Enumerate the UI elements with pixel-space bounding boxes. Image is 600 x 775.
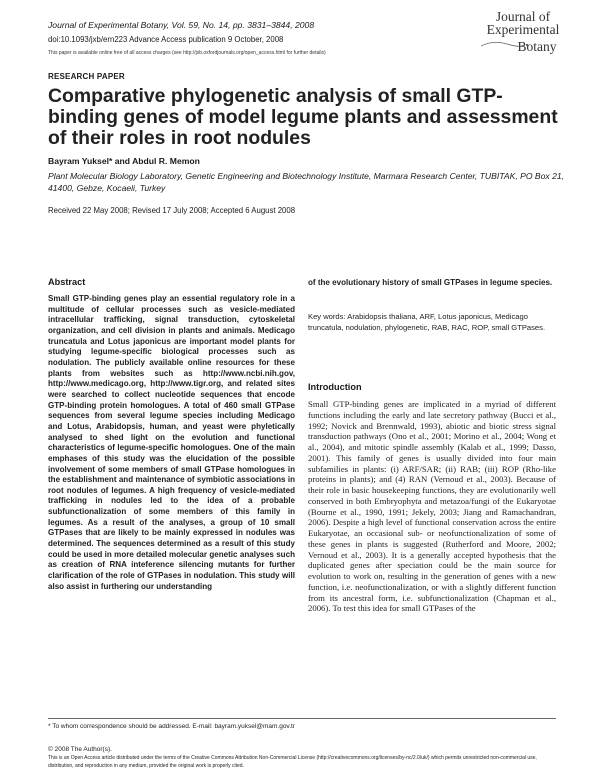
author-list: Bayram Yuksel* and Abdul R. Memon	[48, 156, 200, 166]
doi-line: doi:10.1093/jxb/ern223 Advance Access publication 9 October, 2008	[48, 35, 284, 44]
open-access-note: This paper is available online free of all access charges (see http://jxb.oxfordjournals.org/open_access.html for further details)	[48, 50, 326, 56]
introduction-heading: Introduction	[308, 382, 362, 392]
article-dates: Received 22 May 2008; Revised 17 July 2008; Accepted 6 August 2008	[48, 206, 296, 215]
abstract-continuation: of the evolutionary history of small GTPases in legume species.	[308, 278, 553, 287]
section-label: RESEARCH PAPER	[48, 72, 125, 81]
article-title: Comparative phylogenetic analysis of small GTP-binding genes of model legume plants and assessment of their roles in root nodules	[48, 85, 558, 149]
footnote-divider	[48, 718, 556, 719]
copyright-line: © 2008 The Author(s).	[48, 746, 112, 753]
license-text: This is an Open Access article distributed under the terms of the Creative Commons Attribution Non-Commercial License (http://creativecommons.org/licenses/by-nc/2.0/uk/) which permits unrestricted non-commercial use, distribution, and reproduction in any medium, provided the original work is properly cited.	[48, 755, 537, 769]
logo-line-3: Botany	[517, 39, 557, 54]
correspondence-footnote: * To whom correspondence should be addressed. E-mail: bayram.yuksel@mam.gov.tr	[48, 723, 295, 730]
introduction-body: Small GTP-binding genes are implicated in a myriad of different functions including the early and late secretory pathway (Bucci et al., 1992; Novick and Brennwald, 1993), abiotic and biotic stress signal transduction pathways (Ono et al., 2001; Morino et al., 2004; Wong et al., 2004), and mitotic spindle assembly (Kalab et al., 1999; Dasso, 2001). This family of genes is usually divided into four main subfamilies in plants: (i) ARF/SAR; (ii) RAB; (iii) ROP (Rho-like proteins in plants); and (4) RAN (Vernoud et al., 2003). Because of their role in basic housekeeping functions, they are evolutionarily well conserved in both Embryophyta and metazoa/fungi of the Eukaryotae (Bourne et al., 1990, 1991; Jekely, 2003; Jiang and Ramachandran, 2006). Despite a high level of functional conservation across the entire Eukaryotae, an occasional sub- or neofunctionalization of some of these genes in plants is suggested (Rutherford and Moore, 2002; Vernoud et al., 2003). It is a generally accepted hypothesis that the duplicated genes after speciation could be the main source for evolution to work on, resulting in the generation of genes with a new function, i.e. neofunctionalization, or with a slightly different function from its ancestral form, i.e. subfunctionalization (Chapman et al., 2006). To test this idea for small GTPases of the	[308, 399, 556, 614]
journal-citation: Journal of Experimental Botany, Vol. 59, No. 14, pp. 3831–3844, 2008	[48, 20, 315, 30]
journal-logo	[472, 10, 574, 53]
abstract-body: Small GTP-binding genes play an essential regulatory role in a multitude of cellular processes such as vesicle-mediated intracellular trafficking, signal transduction, cytoskeletal organization, and cell division in plants and animals. Medicago truncatula and Lotus japonicus are important model plants for studying legume-specific biological processes such as nodulation. The publicly available online resources for these plants from websites such as http://www.ncbi.nih.gov, http://www.medicago.org, http://www.tigr.org, and related sites were searched to collect nucleotide sequences that encode GTP-binding protein homologues. A total of 460 small GTPase sequences from several legume species including Medicago and Lotus, Arabidopsis, human, and yeast were phyletically analysed to shed light on the evolution and functional characteristics of legume-specific homologues. One of the main emphases of this study was the elucidation of the possible involvement of some members of small GTPase homologues in the establishment and maintenance of symbiotic associations in root nodules of legumes. A high frequency of vesicle-mediated trafficking in nodules led to the idea of a probable subfunctionalization of some members of this family in legumes. As a result of the analyses, a group of 10 small GTPases that are likely to be mainly expressed in nodules was determined. The sequences determined as a result of this study could be used in more detailed molecular genetic analyses such as creation of RNA inteference silencing mutants for further clarification of the role of GTPases in nodulation. This study will also assist in furthering our understanding	[48, 294, 295, 591]
keywords: Key words: Arabidopsis thaliana, ARF, Lotus japonicus, Medicago truncatula, nodulation, phylogenetic, RAB, RAC, ROP, small GTPases.	[308, 312, 546, 332]
logo-line-2: Experimental	[486, 22, 560, 37]
logo-line-1: Journal of	[495, 9, 551, 24]
abstract-heading: Abstract	[48, 277, 86, 287]
affiliation: Plant Molecular Biology Laboratory, Genetic Engineering and Biotechnology Institute, Marmara Research Center, TUBITAK, PO Box 21, 41400, Gebze, Kocaeli, Turkey	[48, 171, 565, 193]
